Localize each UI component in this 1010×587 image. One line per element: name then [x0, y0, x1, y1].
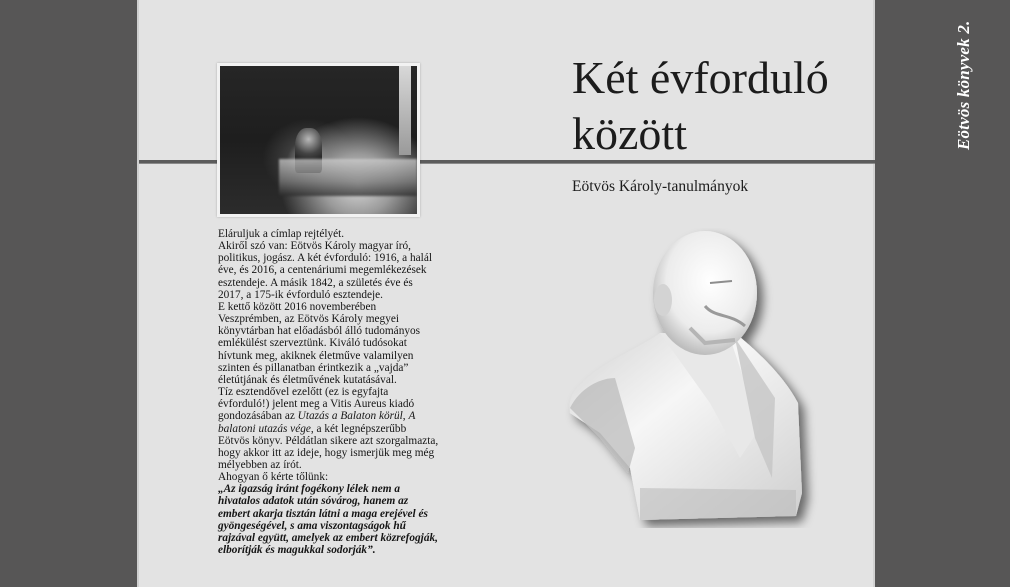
blurb-quote: „Az igazság iránt fogékony lélek nem a hivatalos adatok után sóvárog, hanem az embert akarja tisztán látni a maga erejével és gyöngeségével, s ama viszontagságok hű rajzával együtt, amelyek az embert közrefogják, elborítják és magukkal sodorják”. — [218, 483, 438, 557]
blurb-paragraph: Akiről szó van: Eötvös Károly magyar író, politikus, jogász. A két évforduló: 1916, a halál éve, és 2016, a centenáriumi megemlékezések esztendeje. A másik 1842, a születés éve és 2017, a 175-ik évforduló esztendeje. — [218, 240, 432, 301]
book-title-line-2: között — [572, 108, 687, 159]
blurb-paragraph: Eláruljuk a címlap rejtélyét. — [218, 228, 345, 240]
spine-band — [875, 0, 1010, 587]
blurb-separator: , — [402, 410, 409, 423]
blurb-text: Tíz esztendővel ezelőtt (ez is egyfajta évforduló!) jelent meg a Vitis Aureus kiadó gondozásában az — [218, 386, 415, 423]
photo-desk — [279, 159, 417, 196]
book-subtitle: Eötvös Károly-tanulmányok — [572, 178, 749, 195]
book-title — [572, 50, 829, 162]
photo-window — [399, 66, 411, 155]
archival-photo — [217, 63, 420, 217]
blurb-paragraph: Ahogyan ő kérte tőlünk: — [218, 471, 329, 484]
book-title-1: Utazás a Balaton körül — [297, 410, 403, 423]
book-title-line-1: Két évforduló — [572, 52, 829, 103]
back-cover-blurb — [218, 228, 440, 556]
blurb-paragraph: E kettő között 2016 novemberében Veszprémben, az Eötvös Károly megyei könyvtárban hat előadásból álló tudományos emlékülést szerveztünk. Kiváló tudósokat hívtunk meg, akiknek életműve valamilyen szinten és pillanatban érintkezik a „vajda” életútjának és életművének kutatásával. — [218, 300, 421, 386]
book-title-2: A balatoni utazás vége — [218, 410, 416, 435]
blurb-paragraph — [218, 386, 440, 471]
spine-series-title: Eötvös könyvek 2. — [954, 20, 973, 150]
photo-man-at-desk-image — [220, 66, 417, 214]
left-cover-band — [0, 0, 137, 587]
blurb-text: , a két legnépszerűbb Eötvös könyv. Példátlan sikere azt szorgalmazta, hogy akkor itt az ideje, hogy ismerjük meg még mélyebben az írót. — [218, 422, 439, 471]
marble-bust-image — [560, 228, 820, 528]
